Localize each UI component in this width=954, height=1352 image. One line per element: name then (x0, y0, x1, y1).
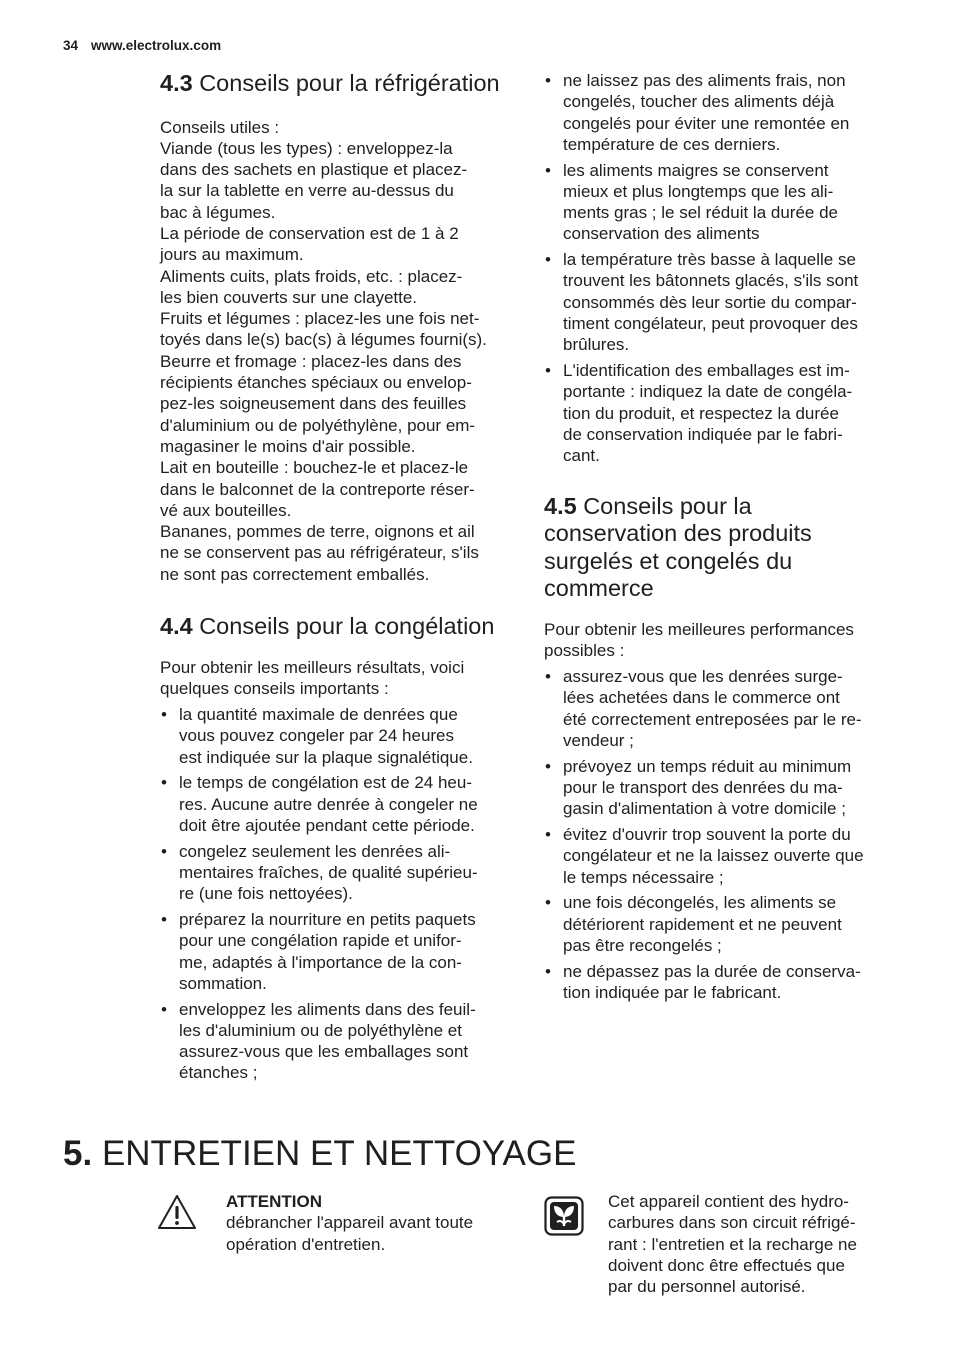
text-line: re (une fois nettoyées). (179, 884, 353, 904)
heading-line: conservation des produits (544, 520, 812, 547)
text-line: ne laissez pas des aliments frais, non (563, 71, 846, 90)
text-line: opération d'entretien. (226, 1234, 386, 1254)
text-line: carbures dans son circuit réfrigé- (608, 1213, 856, 1233)
section-4-4-continued-bullet-list (544, 70, 896, 467)
text-line: évitez d'ouvrir trop souvent la porte du (563, 824, 851, 844)
list-item (160, 704, 512, 768)
text-line: vendeur ; (563, 731, 634, 750)
text-line: res. Aucune autre denrée à congeler ne (179, 794, 478, 814)
text-line: la sur la tablette en verre au-dessus du (160, 181, 454, 201)
section-4-3-title: Conseils pour la réfrigération (199, 70, 500, 96)
text-line: timent congélateur, peut provoquer des (563, 314, 858, 334)
list-item (544, 961, 896, 1004)
section-4-4-bullet-list (160, 704, 512, 1084)
text-line: doit être ajoutée pendant cette période. (179, 816, 475, 835)
text-line: mentaires fraîches, de qualité supérieu- (179, 862, 478, 882)
text-line: rant : l'entretien et la recharge ne (608, 1234, 857, 1254)
text-line: d'aluminium ou de polyéthylène, pour em- (160, 415, 476, 435)
text-line: Aliments cuits, plats froids, etc. : placez- (160, 266, 463, 286)
list-item (544, 756, 896, 820)
text-line: la quantité maximale de denrées que (179, 705, 458, 725)
section-4-3-text (160, 117, 512, 586)
text-line: trouvent les bâtonnets glacés, s'ils sont (563, 271, 859, 291)
left-column (160, 70, 512, 1084)
section-4-5-heading (544, 493, 896, 603)
text-line: mieux et plus longtemps que les ali- (563, 181, 834, 201)
warning-title: ATTENTION (226, 1192, 323, 1211)
text-line: température de ces derniers. (563, 134, 781, 154)
text-line: toyés dans le(s) bac(s) à légumes fourni(s). (160, 330, 487, 350)
list-item (160, 841, 512, 905)
list-item (544, 249, 896, 355)
text-line: les d'aluminium ou de polyéthylène et (179, 1020, 462, 1040)
text-line: le temps de congélation est de 24 heu- (179, 773, 472, 793)
text-line: Bananes, pommes de terre, oignons et ail (160, 522, 475, 542)
list-item (544, 160, 896, 245)
section-4-5-number: 4.5 (544, 492, 577, 519)
list-item (544, 360, 896, 466)
text-line: Pour obtenir les meilleurs résultats, voici (160, 657, 465, 677)
text-line: ne se conservent pas au réfrigérateur, s'ils (160, 543, 479, 563)
section-4-3-number: 4.3 (160, 70, 193, 96)
section-5-title: ENTRETIEN ET NETTOYAGE (101, 1134, 577, 1173)
section-4-4-intro (160, 657, 512, 700)
text-line: cant. (563, 446, 600, 466)
text-line: Pour obtenir les meilleures performances (544, 619, 854, 639)
text-line: Conseils utiles : (160, 117, 280, 137)
section-5-heading (63, 1132, 576, 1176)
text-line: La période de conservation est de 1 à 2 (160, 223, 459, 243)
text-line: vous pouvez congeler par 24 heures (179, 726, 455, 746)
section-4-3-heading (160, 70, 512, 98)
page-number: 34 (63, 38, 79, 53)
section-4-5-bullet-list (544, 666, 896, 1003)
text-line: Lait en bouteille : bouchez-le et placez-le (160, 458, 469, 478)
heading-line: commerce (544, 575, 654, 602)
text-line: tion indiquée par le fabricant. (563, 982, 782, 1002)
text-line: dans le balconnet de la contreporte réser- (160, 479, 475, 499)
section-4-4-heading (160, 613, 512, 641)
text-line: me, adaptés à l'importance de la con- (179, 952, 462, 972)
section-4-4-number: 4.4 (160, 613, 193, 640)
text-line: pour le transport des denrées du ma- (563, 777, 843, 797)
text-line: le temps nécessaire ; (563, 867, 724, 887)
text-line: ments gras ; le sel réduit la durée de (563, 203, 838, 223)
text-line: débrancher l'appareil avant toute (226, 1213, 474, 1233)
text-line: préparez la nourriture en petits paquets (179, 909, 476, 929)
text-line: congelés pour éviter une remontée en (563, 113, 850, 133)
text-line: consommés dès leur sortie du compar- (563, 292, 857, 312)
text-line: détériorent rapidement et ne peuvent (563, 914, 842, 934)
text-line: enveloppez les aliments dans des feuil- (179, 999, 476, 1019)
text-line: tion du produit, et respectez la durée (563, 403, 839, 423)
text-line: est indiquée sur la plaque signalétique. (179, 747, 473, 767)
text-line: doivent donc être effectués que (608, 1255, 845, 1275)
list-item (160, 909, 512, 994)
text-line: récipients étanches spéciaux ou envelop- (160, 373, 472, 393)
text-line: sommation. (179, 973, 267, 993)
text-line: assurez-vous que les denrées surge- (563, 667, 843, 687)
text-line: bac à légumes. (160, 202, 276, 222)
section-4-4-title: Conseils pour la congélation (199, 613, 495, 640)
text-line: lées achetées dans le commerce ont (563, 688, 840, 708)
list-item (544, 824, 896, 888)
heading-line: surgelés et congelés du (544, 547, 793, 574)
text-line: possibles : (544, 640, 625, 660)
text-line: L'identification des emballages est im- (563, 361, 850, 381)
page-header (63, 38, 221, 53)
text-line: congélateur et ne la laissez ouverte que (563, 846, 864, 866)
list-item (544, 70, 896, 155)
section-4-5-intro (544, 619, 896, 662)
environment-leaf-icon (544, 1196, 584, 1236)
text-line: dans des sachets en plastique et placez- (160, 160, 468, 180)
text-line: brûlures. (563, 335, 630, 355)
text-line: conservation des aliments (563, 224, 760, 244)
text-line: par du personnel autorisé. (608, 1277, 806, 1297)
warning-notice (226, 1191, 526, 1255)
section-5-number: 5. (63, 1134, 93, 1173)
text-line: ne sont pas correctement emballés. (160, 564, 430, 584)
right-column (544, 70, 896, 1003)
list-item (160, 772, 512, 836)
text-line: congelez seulement les denrées ali- (179, 841, 451, 861)
text-line: étanches ; (179, 1063, 258, 1083)
text-line: congelés, toucher des aliments déjà (563, 92, 835, 112)
heading-line: Conseils pour la (583, 492, 752, 519)
text-line: les aliments maigres se conservent (563, 160, 829, 180)
text-line: pas être recongelés ; (563, 935, 722, 955)
text-line: Fruits et légumes : placez-les une fois net- (160, 309, 480, 329)
list-item (544, 892, 896, 956)
text-line: jours au maximum. (160, 245, 304, 265)
text-line: pez-les soigneusement dans des feuilles (160, 394, 467, 414)
text-line: Beurre et fromage : placez-les dans des (160, 351, 462, 371)
text-line: Cet appareil contient des hydro- (608, 1192, 849, 1211)
text-line: de conservation indiquée par le fabri- (563, 424, 843, 444)
text-line: une fois décongelés, les aliments se (563, 893, 837, 913)
text-line: assurez-vous que les emballages sont (179, 1042, 469, 1062)
text-line: ne dépassez pas la durée de conserva- (563, 961, 861, 981)
text-line: les bien couverts sur une clayette. (160, 287, 418, 307)
text-line: quelques conseils importants : (160, 678, 389, 698)
list-item (544, 666, 896, 751)
text-line: gasin d'alimentation à votre domicile ; (563, 799, 846, 819)
text-line: portante : indiquez la date de congéla- (563, 382, 853, 402)
text-line: prévoyez un temps réduit au minimum (563, 756, 852, 776)
text-line: la température très basse à laquelle se (563, 250, 856, 270)
text-line: magasiner le moins d'air possible. (160, 436, 416, 456)
environment-notice (608, 1191, 898, 1297)
warning-triangle-icon (157, 1194, 197, 1230)
website-url: www.electrolux.com (91, 38, 222, 53)
text-line: pour une congélation rapide et unifor- (179, 931, 462, 951)
list-item (160, 999, 512, 1084)
text-line: été correctement entreposées par le re- (563, 709, 862, 729)
text-line: Viande (tous les types) : enveloppez-la (160, 138, 453, 158)
text-line: vé aux bouteilles. (160, 500, 292, 520)
